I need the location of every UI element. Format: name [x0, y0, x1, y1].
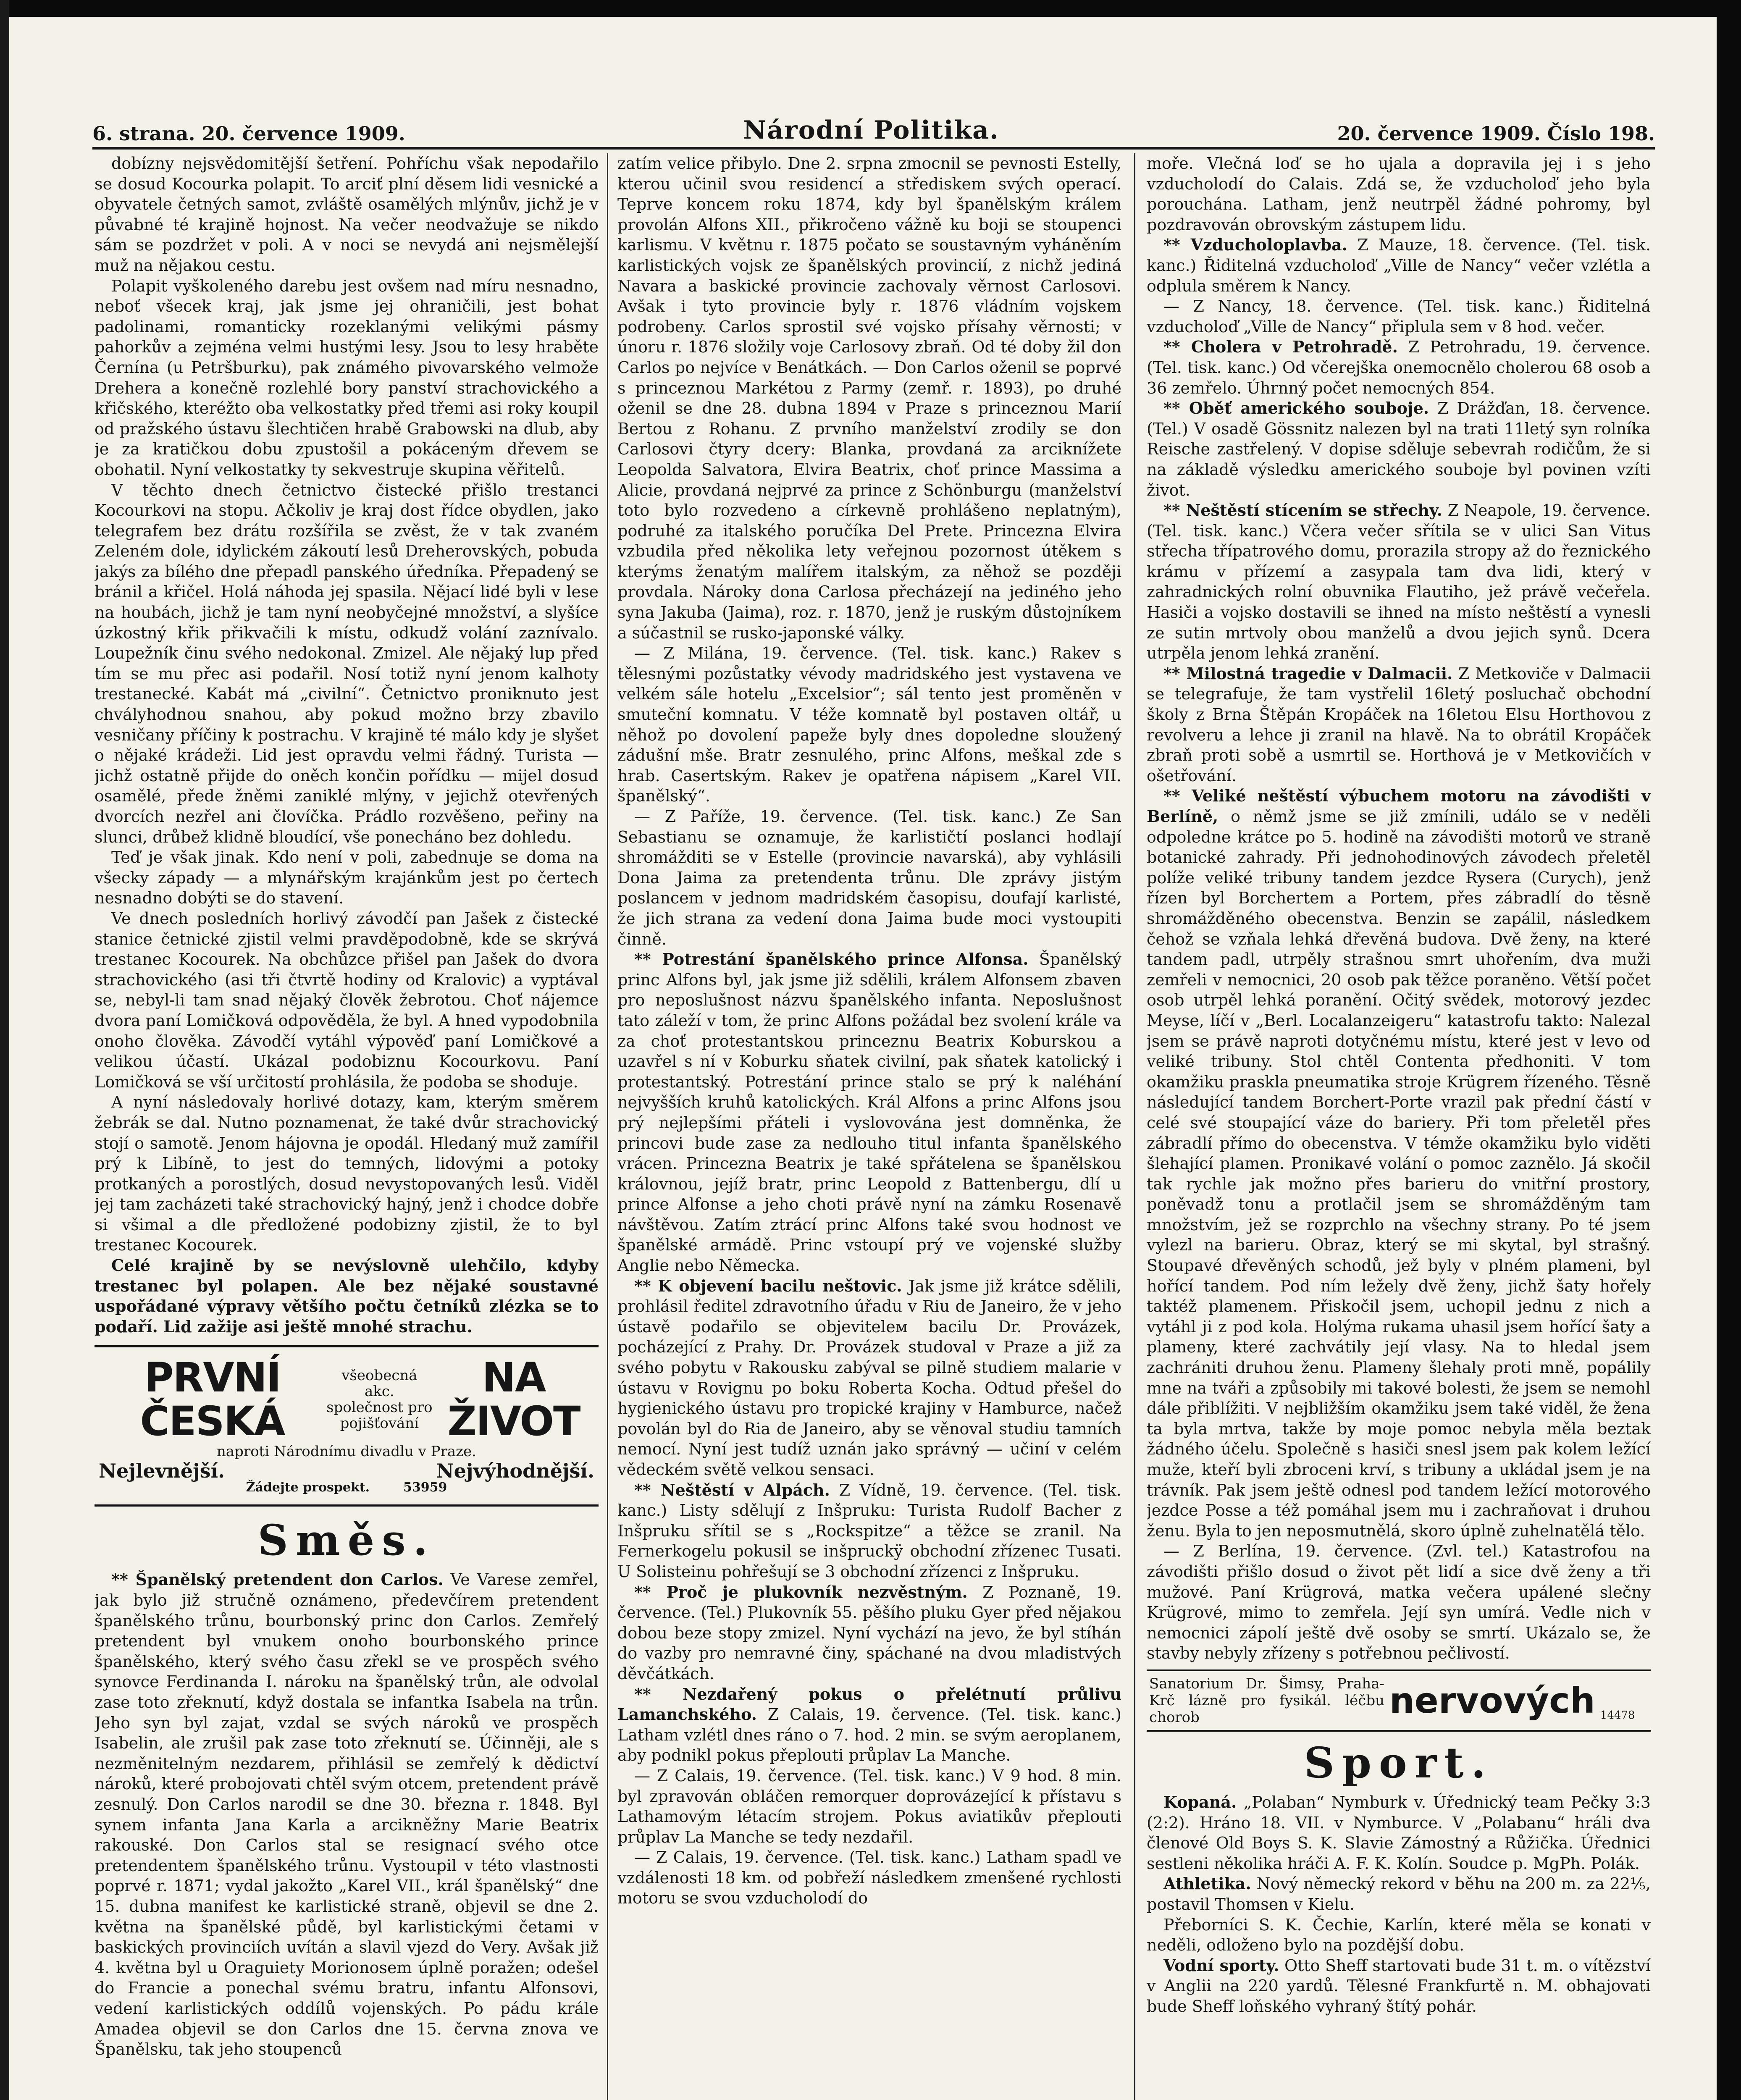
column-3 — [1147, 153, 1651, 2100]
ad2-number: 14478 — [1600, 1709, 1635, 1722]
paragraph: Přeborníci S. K. Čechie, Karlín, které měla se konati v neděli, odloženo bylo na pozdější dobu. — [1147, 1915, 1651, 1955]
article-body: „Polaban“ Nymburk v. Úřednický team Pečky 3:3 (2:2). Hráno 18. VII. v Nymburce. V „Polabanu“ hráli dva členové Old Boys S. K. Slavie Zámostný a Růžička. Úřednici sestleni několika hráči A. F. K. Kolín. Soudce p. MgPh. Polák. — [1147, 1793, 1651, 1873]
article — [1147, 500, 1651, 664]
paragraph: — Z Milána, 19. července. (Tel. tisk. kanc.) Rakev s tělesnými pozůstatky vévody madridského jest vystavena ve velkém sále hotelu „Excelsior“; sál tento jest proměněn v smuteční komnatu. V téže komnatě byl postaven oltář, u něhož po dovolení papeže byly dnes dopoledne sloužený zádušní mše. Bratr zesnulého, princ Alfons, meškal zde s hrab. Casertským. Rakev je opatřena nápisem „Karel VII. španělský“. — [617, 644, 1121, 806]
page-header — [92, 111, 1655, 145]
article-title: ** Neštěstí v Alpách. — [634, 1480, 830, 1499]
article-body: Z Vídně, 19. července. (Tel. tisk. kanc.) Listy sdělují z Inšpruku: Turista Rudolf Bacher z Inšpruku sřítil se s „Rockspitze“ a těžce se zranil. Na Fernerkogelu pokusil se inšpruckÿ obchodní zřízenec Tusati. U Solisteinu pohřešují se 3 obchodní zřízenci z Inšpruku. — [617, 1480, 1121, 1581]
article-title: ** Potrestání španělského prince Alfonsa. — [634, 950, 1029, 969]
article — [1147, 235, 1651, 296]
paragraph: — Z Calais, 19. července. (Tel. tisk. kanc.) Latham spadl ve vzdálenosti 18 km. od pobřeží následkem zmenšené rychlosti motoru se svou vzducholodí do — [617, 1848, 1121, 1908]
paragraph: — Z Paříže, 19. července. (Tel. tisk. kanc.) Ze San Sebastianu se oznamuje, že karlističtí poslanci hodlají shromážditi se v Estelle (provincie navarská), aby vyhlásili Dona Jaima za pretendenta trůnu. Dle zprávy jistým poslancem v jednom madridském časopisu, doufají karlisté, že jich strana za vedení dona Jaima bude moci vystoupiti činně. — [617, 807, 1121, 948]
paragraph: — Z Calais, 19. července. (Tel. tisk. kanc.) V 9 hod. 8 min. byl zpravován obláčen remorquer doprovázející k přístavu s Lathamovým létacím strojem. Pokus aviatikův přeplouti průplav La Manche se tedy nezdařil. — [617, 1766, 1121, 1846]
article-title: Vodní sporty. — [1163, 1956, 1279, 1975]
article-body: Z Mauze, 18. července. (Tel. tisk. kanc.) Řiditelná vzducholoď „Ville de Nancy“ večer vzlétla a odplula směrem k Nancy. — [1147, 236, 1651, 295]
paragraph: dobízny nejsvědomitější šetření. Pohříchu však nepodařilo se dosud Kocourka polapit. To arciť plní děsem lidi vesnické a obyvatele četných samot, zvláště osamělých mlýnův, jichž je v půvabné té krajině hojnost. Na večer neodvažuje se nikdo sám se pozdržet v poli. A v noci se nevydá ani nejsmělejší muž na nějakou cestu. — [95, 154, 599, 275]
section-title-smes: Směs. — [257, 1515, 436, 1565]
column-2 — [617, 153, 1121, 2100]
article — [617, 1684, 1121, 1766]
ad2-text: Sanatorium Dr. Šimsy, Praha-Krč lázně pro fysikál. léčbu chorob — [1149, 1675, 1384, 1726]
ad-number: 53959 — [403, 1480, 447, 1495]
article — [1147, 337, 1651, 398]
scan-edge-right — [1717, 0, 1741, 2100]
article — [1147, 398, 1651, 500]
article — [1147, 786, 1651, 1541]
article-title: ** Veliké neštěstí výbuchem motoru na závodišti v Berlíně, — [1147, 786, 1651, 826]
article — [1147, 1874, 1651, 1914]
article-title: Athletika. — [1163, 1874, 1251, 1893]
article-body: Jak jsme již krátce sdělili, prohlásil ředitel zdravotního úřadu v Riu de Janeiro, že v jeho ústavě podařilo se objeviteleм bacilu Dr. Provázek, pocházející z Prahy. Dr. Provázek studoval v Praze a již za svého pobytu v Rakousku zabýval se pilně studiem malarie v ústavu v Rovignu po boku Roberta Kocha. Odtud přešel do hygienického ústavu pro tropické krajiny v Hamburce, načež povolán byl do Ria de Janeiro, aby se věnoval studiu tamních nemocí. Nyní jest tudíž uznán jako správný — učiní v celém vědeckém světě velkou sensaci. — [617, 1276, 1121, 1479]
article-body: Z Calais, 19. července. (Tel. tisk. kanc.) Latham vzlétl dnes ráno o 7. hod. 2 min. se svým aeroplanem, aby podnikl pokus přeplouti průplav La Manche. — [617, 1705, 1121, 1765]
sanatorium-advertisement — [1147, 1670, 1651, 1732]
article-body: Ve Varese zemřel, jak bylo již stručně oznámeno, předevčírem pretendent španělského trůnu, bourbonský princ don Carlos. Zemřelý pretendent byl vnukem onoho bourbonského prince španělského, který svého času zřekl se ve prospěch svého synovce Ferdinanda I. nároku na španělský trůn, ale odvolal zase toto zřeknutí, když dostala se infantka Isabela na trůn. Jeho syn byl zajat, vzdal se svých nároků ve prospěch Isabelin, ale zrušil pak zase toto zřeknutí se. Účinněji, ale s nezměnitelným nezdarem, přihlásil se zemřelý k dědictví nároků, které probojovati chtěl svým otcem, pretendent právě zesnulý. Don Carlos narodil se dne 30. března r. 1848. Byl synem infanta Jana Karla a arcikněžny Marie Beatrix rakouské. Don Carlos stal se resignací svého otce pretendentem španělského trůnu. Vystoupil v této vlastnosti poprvé r. 1871; vydal jakožto „Karel VII., král španělský“ dne 15. dubna manifest ke karlistické straně, objevil se dne 2. května na španělské půdě, byl karlistickými četami v baskických provinciích uvítán a slavil vjezd do Very. Avšak již 4. května byl u Oraguiety Morionosem úplně poražen; odešel do Francie a ponechal svému bratru, infantu Alfonsovi, vedení karlistických oddílů vojenských. Po pádu krále Amadea objevil se don Carlos dne 15. června znova ve Španělsku, tak jeho stoupenců — [95, 1570, 599, 2059]
article-title: ** Vzducholoplavba. — [1163, 235, 1347, 255]
scan-edge-top — [0, 0, 1741, 17]
paragraph: — Z Berlína, 19. července. (Zvl. tel.) Katastrofou na závodišti přišlo dosud o život pět lidí a sice dvě ženy a tři mužové. Paní Krügrová, matka večera upálené slečny Krügrové, mimo to zemřela. Její syn umírá. Vedle nich v nemocnici zápolí ještě dvě osoby se smrtí. Ukázalo se, že stavby nebyly zřízeny s potřebnou pečlivostí. — [1147, 1542, 1651, 1663]
paragraph: Polapit vyškoleného darebu jest ovšem nad míru nesnadno, neboť všecek kraj, jak jsme jej ohraničili, jest bohat padolinami, romanticky rozeklanými velikými pásmy pahorkův a zejména velmi hustými lesy. Jsou to lesy hraběte Černína (u Petršburku), pak známého pivovarského velmože Drehera a konečně rozlehlé bory panství strachovického a křičského, kteréžto oba velkostatky před třemi asi roky koupil od pražského ústavu šlechtičen hrabě Grabowski na dlub, aby je za kratičkou dobu zpustošil a pokáceným dřevem se obohatil. Nyní velkostatky ty sekvestruje skupina věřitelů. — [95, 276, 599, 479]
header-left: 6. strana. 20. července 1909. — [92, 122, 405, 145]
ad-right-slogan: Nejvýhodnější. — [436, 1460, 594, 1483]
article-title: ** Nezdařený pokus o přelétnutí průlivu Lamanchského. — [617, 1684, 1121, 1724]
column-1 — [95, 153, 599, 2100]
header-rule — [92, 147, 1655, 150]
masthead: Národní Politika. — [743, 116, 999, 145]
ad2-headline: nervových — [1389, 1680, 1595, 1721]
scan-edge-left — [0, 0, 9, 2100]
article — [1147, 664, 1651, 786]
article-body: o němž jsme se již zmínili, událo se v neděli odpoledne krátce po 5. hodině na závodišti motorů ve straně botanické zahrady. Při jednohodinových závodech přeletěl políže veliké tribuny tandem jezdce Rysera (Curych), jenž řízen byl Borchertem a Portem, přes zábradlí do těsně shromážděného obecenstva. Benzin se zapálil, následkem čehož se vzňala lehká dřevěná budova. Dvě ženy, na které tandem padl, utrpěly strašnou smrt uhořením, dva muži zemřeli v nemocnici, 20 osob pak těžce poraněno. Větší počet osob utrpěl lehká poranění. Očitý svědek, motorový jezdec Meyse, líčí v „Berl. Localanzeigeru“ katastrofu takto: Nalezal jsem se právě naproti dotyčnému místu, které jest v levo od veliké tribuny. Stol chtěl Contenta předhoniti. V tom okamžiku praskla pneumatika stroje Krügrem řízeného. Těsně následující tandem Borchert-Porte vrazil pak přední částí v celé své stoupající váze do bariery. Při tom přeletěl přes zábradlí přímo do obecenstva. V témže okamžiku bylo viděti šlehající plamen. Pronikavé volání o pomoc zaznělo. Já skočil tak rychle jak možno přes barieru do vnitřní prostory, poněvadž tonu a protlačil jsem se shromážděným tam množstvím, jež se rozprchlo na všechny strany. Po té jsem vylezl na barieru. Obraz, který se mi skytal, byl strašný. Stoupavé dřevěných schodů, jež byly v plném plameni, byl hořící tandem. Pod ním ležely dvě ženy, jichž šaty hořely taktéž plamenem. Přiskočil jsem, uchopil jednu z nich a vytáhl ji z pod kola. Holýma rukama uhasil jsem hořící šaty a plameny, které zachvátily její vlasy. Na to hledal jsem zachrániti druhou ženu. Plameny šlehaly proti mně, popálily mne na tváři a způsobily mi takové bolesti, že jsem se nemohl dále přiblížiti. V nejbližším okamžiku jsem také viděl, že žena ta byla mrtva, takže by moje pomoc nebyla měla beztak žádného účelu. Společně s hasiči snesl jsem pak kolem ležící muže, kteří byli zbroceni krví, s tribuny a ukládal jsem je na trávník. Pak jsem ještě odnesl pod tandem ležící motorového jezdce Posse a též pomáhal jsem mu i zachraňovat i druhou ženu. Byla to jen neposmutnělá, skoro úplně zuhelnatělá tělo. — [1147, 807, 1651, 1540]
article — [95, 1570, 599, 2059]
paragraph: Ve dnech posledních horlivý závodčí pan Jašek z čistecké stanice četnické zjistil velmi pravděpodobně, kde se skrývá trestanec Kocourek. Na obchůzce přišel pan Jašek do dvora strachovického (asi tři čtvrtě hodiny od Kralovic) a vyptával se, nebyl-li tam snad nějaký člověk žebrotou. Choť nájemce dvora paní Lomičková odpověděla, že byl. A hned vypodobnila onoho člověka. Závodčí vytáhl výpověď paní Lomičkové a velikou účastí. Ukázal podobiznu Kocourkovu. Paní Lomičková se vší určitostí prohlásila, že podoba se shoduje. — [95, 909, 599, 1091]
article-title: ** Proč je plukovník nezvěstným. — [634, 1582, 968, 1601]
paragraph: — Z Nancy, 18. července. (Tel. tisk. kanc.) Řiditelná vzducholoď „Ville de Nancy“ připlula sem v 8 hod. večer. — [1147, 297, 1651, 336]
column-divider — [1134, 153, 1135, 2100]
article-body: Španělský princ Alfons byl, jak jsme již sdělili, králem Alfonsem zbaven pro neposlušnost názvu španělského infanta. Neposlušnost tato záleží v tom, že princ Alfons požádal bez svolení krále va za choť protestantskou princeznu Beatrix Koburskou a uzavřel s ní v Koburku sňatek civilní, pak sňatek katolický i protestantský. Potrestání prince stalo se prý k naléhání nejvyšších kruhů katolických. Král Alfons a princ Alfons jsou prý nejlepšími přáteli i vyslovována jest domněnka, že princovi bude zase za nedlouho titul infanta španělského vrácen. Princezna Beatrix je také spřátelena se španělskou královnou, jejíž bratr, princ Leopold z Battenbergu, dlí u prince Alfonse a jeho choti právě nyní na zámku Rosenavě návštěvou. Zatím ztrácí princ Alfons také svou hodnost ve španělské armádě. Princ vstoupí prý ve vojenské služby Anglie nebo Německa. — [617, 950, 1121, 1275]
article — [617, 1582, 1121, 1684]
insurance-advertisement — [95, 1345, 599, 1507]
column-divider — [607, 153, 608, 2100]
paragraph: A nyní následovaly horlivé dotazy, kam, kterým směrem žebrák se dal. Nutno poznamenat, že také dvůr strachovický stojí o samotě. Jenom hájovna je opodál. Hledaný muž zamířil prý k Libíně, to jest do temných, lidovými a potoky protkaných a porostlých, dosud nevystopovaných lesů. Viděl jej tam zacházeti také strachovický hajný, jenž i chodce dobře si všimal a dle předložené podobizny zjistil, že to byl trestanec Kocourek. — [95, 1093, 599, 1255]
article — [1147, 1956, 1651, 2017]
section-title-sport: Sport. — [1304, 1738, 1494, 1788]
article-body: Z Metkoviče v Dalmacii se telegrafuje, že tam vystřelil 16letý posluchač obchodní školy z Brna Štěpán Kropáček na 16letou Elsu Horthovou z revolveru a lehce ji zranil na hlavě. Na to obrátil Kropáček zbraň proti sobě a usmrtil se. Horthová je v Metkovičích v ošetřování. — [1147, 664, 1651, 785]
ad-subline: všeobecná akc. společnost pro pojišťování — [326, 1367, 433, 1432]
article-body: Z Neapole, 19. července. (Tel. tisk. kanc.) Včera večer sřítila se v ulici San Vitus střecha třípatrového domu, prorazila stropy až do řeznického krámu v přízemí a zasypala tam dva lidi, který v zahradnických rolní obuvnika Flautiho, jež právě večeřela. Hasiči a vojsko dostavili se ihned na místo neštěstí a vynesli ze sutin mrtvoly obou manželů a dvou jejich synů. Dcera utrpěla jenom lehká zranění. — [1147, 501, 1651, 663]
article-body: Otto Sheff startovati bude 31 t. m. o vítězství v Anglii na 220 yardů. Tělesné Frankfurtě n. M. obhajovati bude Sheff loňského vyhraný štítý pohár. — [1147, 1956, 1651, 2016]
header-right: 20. července 1909. Číslo 198. — [1337, 122, 1655, 145]
article-body: Z Petrohradu, 19. července. (Tel. tisk. kanc.) Od včerejška onemocnělo cholerou 68 osob a 36 zemřelo. Úhrnný počet nemocných 854. — [1147, 338, 1651, 397]
article-title: ** Milostná tragedie v Dalmacii. — [1163, 664, 1453, 683]
article — [1147, 1792, 1651, 1874]
article — [617, 1480, 1121, 1582]
paragraph: Celé krajině by se nevýslovně ulehčilo, kdyby trestanec byl polapen. Ale bez nějaké soustavné uspořádané výpravy většího počtu četníků zlézka se to podaří. Lid zažije asi ještě mnohé strachu. — [95, 1256, 599, 1336]
article-body: Nový německý rekord v běhu na 200 m. za 22⅕, postavil Thomsen v Kielu. — [1147, 1874, 1651, 1914]
ad-address: naproti Národnímu divadlu v Praze. — [217, 1443, 476, 1460]
article-body: Z Drážďan, 18. července. (Tel.) V osadě Gössnitz nalezen byl na trati 11letý syn rolníka Reische zastřelený. V dopise sděluje sebevrah rodičům, že si na základě výsledku amerického souboje byl povinen vzíti život. — [1147, 399, 1651, 499]
ad-headline-left: PRVNÍ ČESKÁ — [140, 1354, 285, 1445]
ad-left-slogan: Nejlevnější. — [99, 1460, 225, 1483]
article-title: ** Cholera v Petrohradě. — [1163, 337, 1398, 357]
paragraph: zatím velice přibylo. Dne 2. srpna zmocnil se pevnosti Estelly, kterou učinil svou residencí a střediskem svých operací. Teprve koncem roku 1874, kdy byl španělským králem provolán Alfons XII., přikročeno vážně ku boji se stoupenci karlismu. V květnu r. 1875 počato se soustavným vyháněním karlistických vojsk ze španělských provincií, z nichž jediná Navara a baskické provincie zachovaly věrnost Carlosovi. Avšak i tyto provincie byly r. 1876 vládním vojskem podrobeny. Carlos sprostil své vojsko přísahy věrnosti; v únoru r. 1876 složily voje Carlosovy zbraň. Od té doby žil don Carlos po nejvíce v Benátkách. — Don Carlos oženil se poprvé s princeznou Markétou z Parmy (zemř. r. 1893), po druhé oženil se dne 28. dubna 1894 v Praze s princeznou Marií Bertou z Rohanu. Z prvního manželství zrodily se don Carlosovi čtyry dcery: Blanka, provdaná za arciknížete Leopolda Salvatora, Elvira Beatrix, choť prince Massima a Alicie, provdaná nejprvé za prince z Schönburgu (manželství toto bylo rozvedeno a církevně prohlášeno neplatným), podruhé za italského poručíka Del Prete. Princezna Elvira vzbudila před několika lety veřejnou pozornost útěkem s kterýms ženatým malířem italským, za něhož se později provdala. Nároky dona Carlosa přecházejí na jediného jeho syna Jakuba (Jaima), roz. r. 1870, jenž je ruským důstojníkem a súčastnil se rusko-japonské války. — [617, 154, 1121, 642]
article-title: ** Španělský pretendent don Carlos. — [111, 1570, 444, 1589]
article — [617, 949, 1121, 1276]
paragraph: moře. Vlečná loď se ho ujala a dopravila jej i s jeho vzducholodí do Calais. Zdá se, že vzducholoď jeho byla porouchána. Latham, jenž neutrpěl žádné pohromy, byl pozdravován obrovským zástupem lidu. — [1147, 154, 1651, 234]
article-title: Kopaná. — [1163, 1792, 1237, 1811]
paragraph: V těchto dnech četnictvo čistecké přišlo trestanci Kocourkovi na stopu. Ačkoliv je kraj dost řídce obydlen, jako telegrafem bez drátu rozšířila se zvěst, že v tak zvaném Zeleném dole, idylickém zákoutí lesů Dreherovských, pobuda jakýs za bílého dne přepadl panského úředníka. Přepadený se bránil a křičel. Holá náhoda jej spasila. Nějací lidé byli v lese na houbách, jichž je tam nyní neobyčejné množství, a slyšíce úzkostný křik přikvačili k místu, odkudž volání zaznívalo. Loupežník činu svého nedokonal. Zmizel. Ale nějaký lup před tím se mu přec asi podařil. Nosí totiž nyní jenom kalhoty trestanecké. Kabát má „civilní“. Četnictvo proniknuto jest chvályhodnou snahou, aby pokud možno brzy zbavilo vesničany příčiny k postrachu. V krajině té málo kdy je slyšet o nějaké krádeži. Lid jest opravdu velmi řádný. Turista — jichž ostatně přijde do oněch končin pořídku — mijel dosud osamělé, přede žněmi zaniklé mlýny, v jejichž otevřených dvorcích nezřel ani človíčka. Prádlo rozvěšeno, peřiny na slunci, drůbež klidně bloudící, vše ponecháno bez dohledu. — [95, 480, 599, 846]
ad-headline-right: NA ŽIVOT — [447, 1354, 580, 1445]
article-title: ** Oběť amerického souboje. — [1163, 399, 1429, 418]
article-title: ** Neštěstí stícením se střechy. — [1163, 501, 1442, 520]
ad-prospect: Žádejte prospekt. — [246, 1480, 370, 1495]
paragraph: Teď je však jinak. Kdo není v poli, zabednuje se doma na všecky západy — a mlynářským krajánkům jest po čertech nesnadno dobýti se do stavení. — [95, 848, 599, 908]
article — [617, 1276, 1121, 1480]
article-body: Z Poznaně, 19. července. (Tel.) Plukovník 55. pěšího pluku Gyer před nějakou dobou beze stopy zmizel. Nyní vychází na jevo, že byl stíhán do vazby pro nemravné činy, spáchané na dvou mladistvých děvčátkách. — [617, 1583, 1121, 1683]
article-title: ** K objevení bacilu neštovic. — [634, 1276, 902, 1295]
